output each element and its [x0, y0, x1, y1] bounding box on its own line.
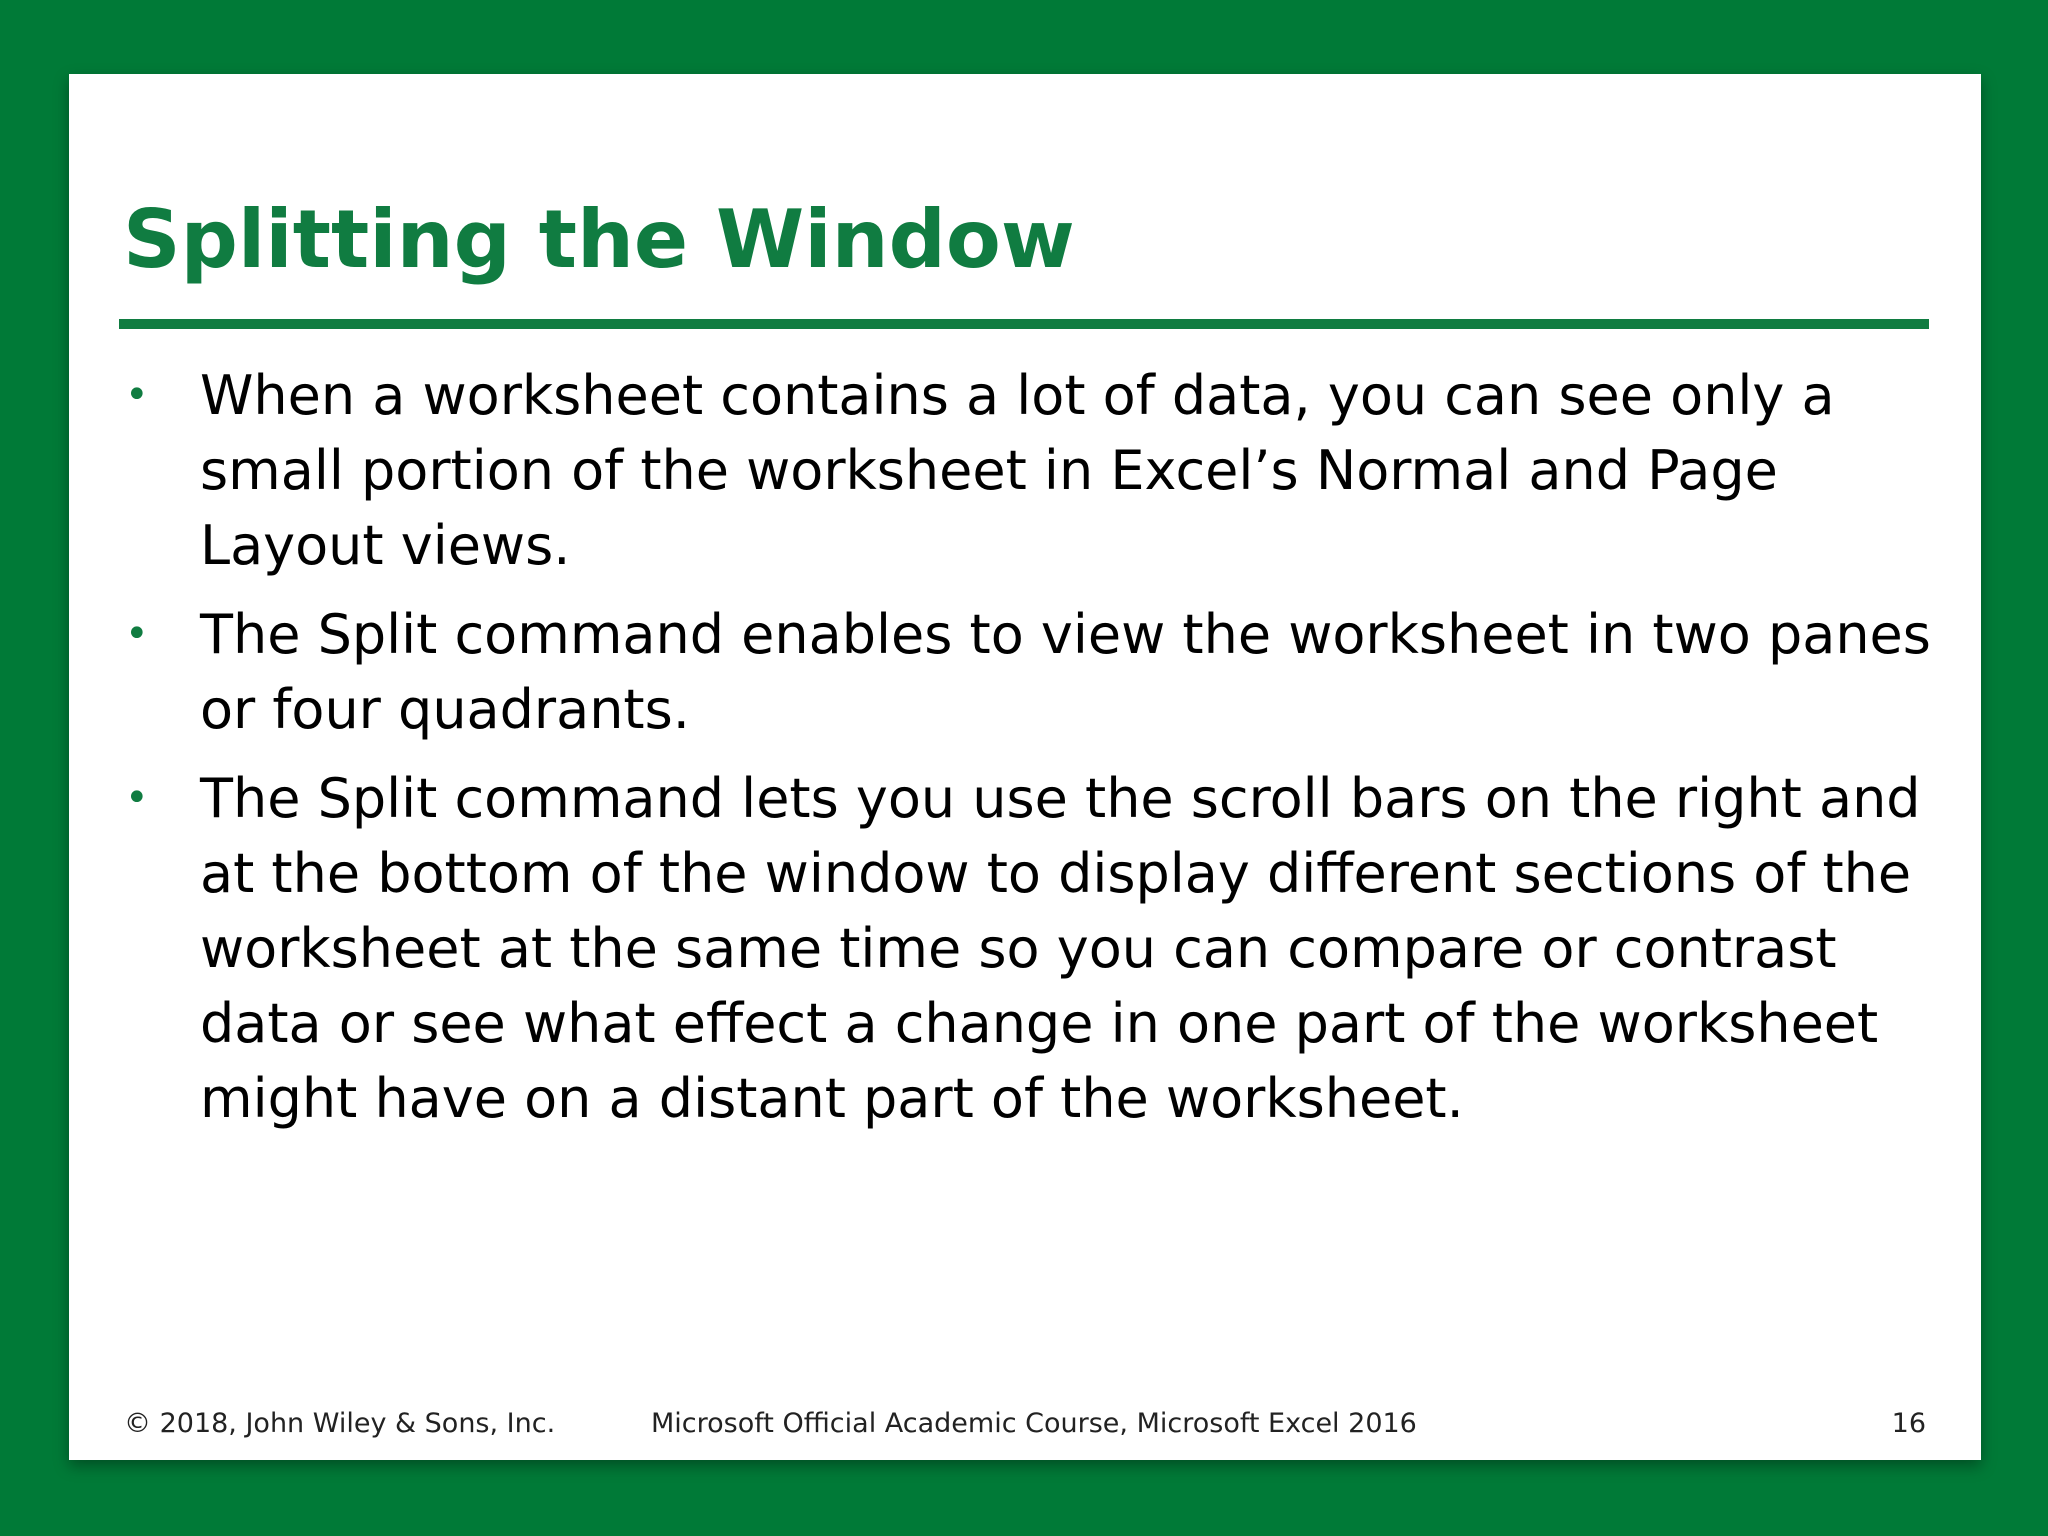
bullet-list: [69, 358, 1981, 1150]
footer-copyright: © 2018, John Wiley & Sons, Inc.: [124, 1408, 556, 1439]
bullet-text: When a worksheet contains a lot of data, you can see only a small portion of the worksheet in Excel’s Normal and Page Layout views.: [200, 364, 1835, 577]
bullet-dot-icon: •: [125, 775, 149, 821]
bullet-dot-icon: •: [125, 611, 149, 657]
bullet-item: [69, 358, 1960, 583]
footer-course: Microsoft Official Academic Course, Microsoft Excel 2016: [651, 1408, 1417, 1439]
bullet-dot-icon: •: [125, 372, 149, 418]
bullet-text: The Split command lets you use the scroll bars on the right and at the bottom of the window to display different sections of the worksheet at the same time so you can compare or contrast data or see what effect a change in one part of the worksheet might have on a distant part of the worksheet.: [200, 767, 1921, 1130]
page-number: 16: [1891, 1408, 1926, 1439]
bullet-item: [69, 597, 1960, 747]
title-divider: [119, 319, 1929, 329]
slide: [69, 74, 1981, 1460]
bullet-item: [69, 761, 1960, 1136]
slide-title: Splitting the Window: [123, 193, 1075, 286]
bullet-text: The Split command enables to view the worksheet in two panes or four quadrants.: [200, 603, 1931, 741]
